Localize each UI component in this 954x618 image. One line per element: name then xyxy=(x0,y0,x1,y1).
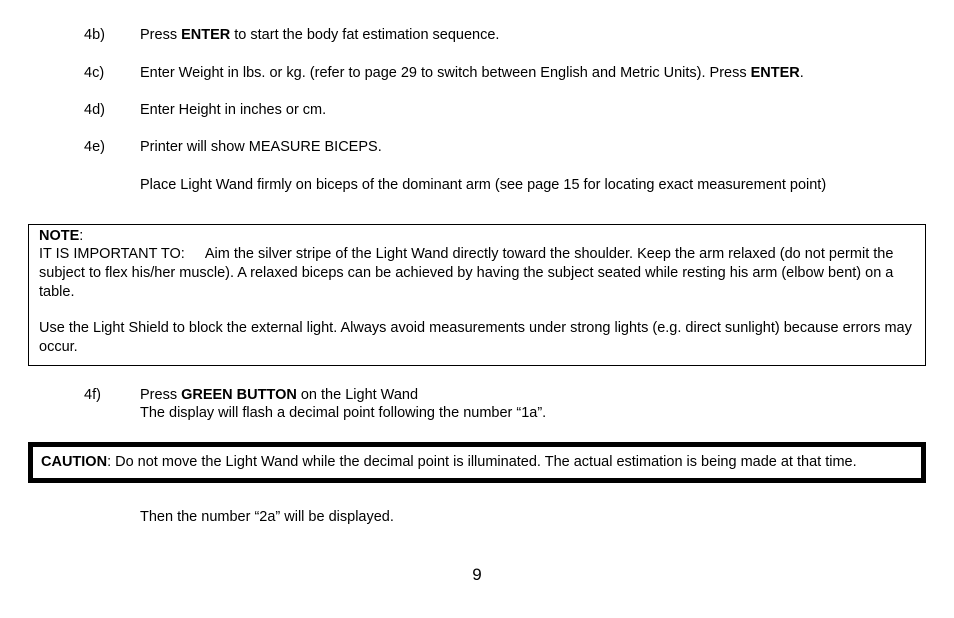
note-important-prefix: IT IS IMPORTANT TO: xyxy=(39,246,185,262)
step-4b-text xyxy=(140,26,499,44)
step-4b-bold: ENTER xyxy=(181,27,231,43)
final-line: Then the number “2a” will be displayed. xyxy=(140,509,394,525)
step-4f-text xyxy=(140,386,418,404)
note-heading xyxy=(39,227,915,246)
note-important-text: Aim the silver stripe of the Light Wand directly toward the shoulder. Keep the arm relaxed (do not permit the subject to flex his/her muscle). A relaxed biceps can be achieved by having the subject seated while resting his arm (elbow bent) on a table. xyxy=(39,246,894,300)
step-4e-label: 4e) xyxy=(84,139,105,155)
caution-body: : Do not move the Light Wand while the decimal point is illuminated. The actual estimation is being made at that time. xyxy=(107,454,857,470)
step-4c-label: 4c) xyxy=(84,65,105,81)
note-label: NOTE xyxy=(39,228,80,244)
step-4b-post: to start the body fat estimation sequence. xyxy=(230,27,500,43)
step-4f-line2: The display will flash a decimal point following the number “1a”. xyxy=(140,405,547,421)
step-4e-text: Printer will show MEASURE BICEPS. xyxy=(140,139,382,155)
note-label-suffix: : xyxy=(79,228,84,244)
note-paragraph-2: Use the Light Shield to block the external light. Always avoid measurements under strong lights (e.g. direct sunlight) because errors may occur. xyxy=(39,320,912,355)
caution-label: CAUTION xyxy=(41,454,108,470)
note-box xyxy=(28,224,926,366)
step-4d-label: 4d) xyxy=(84,102,105,118)
step-4f-pre: Press xyxy=(140,387,182,403)
caution-box xyxy=(28,442,926,483)
step-4f-post: on the Light Wand xyxy=(296,387,419,403)
step-4e-detail: Place Light Wand firmly on biceps of the dominant arm (see page 15 for locating exact measurement point) xyxy=(140,177,827,193)
page-number: 9 xyxy=(472,565,482,584)
step-4b-pre: Press xyxy=(140,27,182,43)
step-4c-text xyxy=(140,64,804,82)
step-4c-bold: ENTER xyxy=(750,65,800,81)
step-4b-label: 4b) xyxy=(84,27,105,43)
step-4f-bold: GREEN BUTTON xyxy=(181,387,297,403)
step-4c-pre: Enter Weight in lbs. or kg. (refer to page 29 to switch between English and Metric Units). Press xyxy=(140,65,751,81)
note-paragraph-1 xyxy=(39,245,915,302)
caution-text xyxy=(41,453,857,471)
step-4d-text: Enter Height in inches or cm. xyxy=(140,102,327,118)
step-4f-label: 4f) xyxy=(84,387,101,403)
step-4c-post: . xyxy=(799,65,804,81)
